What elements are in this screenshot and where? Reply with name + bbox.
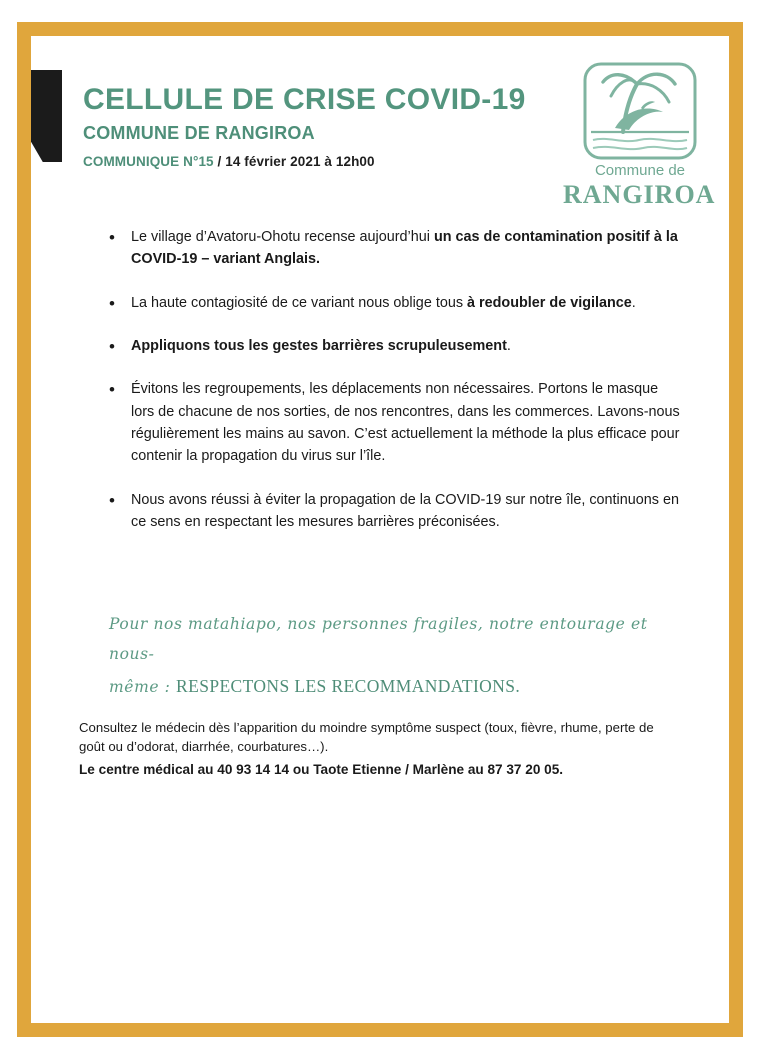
footer-note [79,719,679,780]
logo-text-rangiroa: RANGIROA [563,180,716,209]
bullet-list [101,226,681,554]
script-message-block [109,609,689,704]
list-item-text: La haute contagiosité de ce variant nous oblige tous [131,294,468,311]
communique-number: COMMUNIQUE N°15 [83,153,214,169]
footer-line-1: Consultez le médecin dès l’apparition du moindre symptôme suspect (toux, fièvre, rhume, [79,720,602,735]
page-title: CELLULE DE CRISE COVID-19 [83,83,526,116]
logo-illustration-icon [563,58,711,166]
list-item-text: Le village d’Avatoru-Ohotu recense aujourd’hui [131,229,434,245]
list-item-text: Évitons les regroupements, les déplacements non nécessaires. Portons le masque lors de chacune de nos sorties, de nos rencontres, dans les commerces. Lavons-nous régulièrement les mains au savon. C’est actuellement la méthode la plus efficace pour contenir la propagation du virus sur l’île. [131,381,680,465]
document-content [31,36,729,1023]
script-message-line2-script: même : [109,678,177,697]
commune-logo [563,58,716,218]
footer-line-2: perte de goût ou d’odorat, diarrhée, courbatures…). [79,720,654,754]
communique-date: / 14 février 2021 à 12h00 [213,153,375,169]
list-item-emphasis: un cas de contamination positif à la COVID-19 – variant Anglais. [131,229,678,268]
list-item-emphasis: Appliquons tous les gestes barrières scrupuleusement [131,337,507,354]
script-message-line2 [109,669,689,703]
list-item-text: Nous avons réussi à éviter la propagation de la COVID-19 sur notre île, continuons en ce sens en respectant les mesures barrières préconisées. [131,491,679,530]
list-item-text: . [631,294,636,311]
list-item-text: . [506,337,511,354]
communique-meta [83,154,643,169]
list-item [101,335,681,357]
document-header [83,84,643,169]
list-item [101,378,681,467]
script-message-line1: Pour nos matahiapo, nos personnes fragiles, notre entourage et nous- [109,615,648,664]
list-item [101,226,681,271]
footer-contact-line: Le centre médical au 40 93 14 14 ou Taote Etienne / Marlène au 87 37 20 05. [79,762,564,778]
list-item [101,489,681,534]
list-item [101,292,681,314]
list-item-emphasis: à redoubler de vigilance [467,294,632,311]
logo-text-commune: Commune de [594,162,686,179]
page-subtitle: COMMUNE DE RANGIROA [83,122,315,143]
script-message-line2-caps: RESPECTONS LES RECOMMANDATIONS. [176,676,521,697]
